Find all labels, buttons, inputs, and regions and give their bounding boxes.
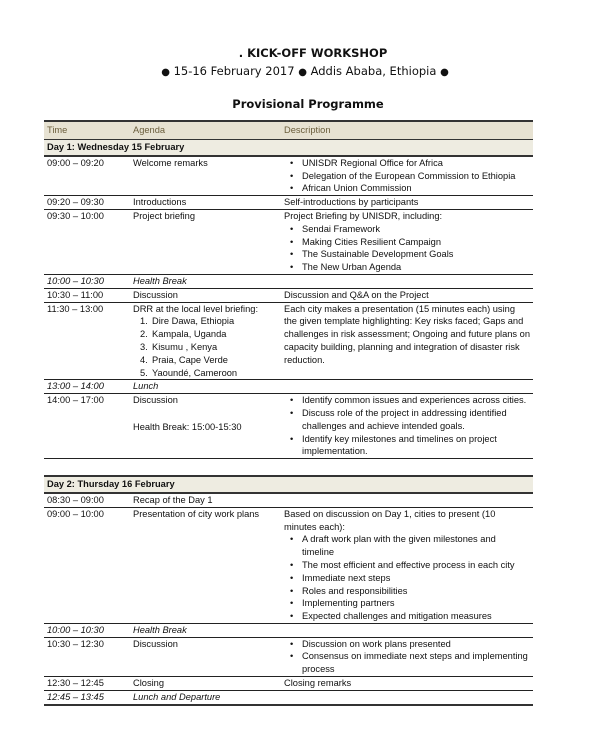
list-item: • A draft work plan with the given milestones and timeline (296, 533, 530, 559)
bullet-icon: ● (161, 67, 170, 78)
time-cell: 10:30 – 11:00 (44, 288, 130, 302)
table-row (44, 493, 533, 507)
list-item: • The most efficient and effective process in each city (296, 559, 530, 572)
agenda-cell: Discussion (130, 637, 281, 676)
agenda-cell: Recap of the Day 1 (130, 493, 533, 507)
table-row-break (44, 274, 533, 288)
description-cell (281, 637, 533, 676)
table-row (44, 677, 533, 691)
bullet-icon: ● (440, 67, 449, 78)
column-header-time: Time (44, 121, 130, 140)
table-row-break (44, 623, 533, 637)
table-row (44, 288, 533, 302)
workshop-title: . KICK-OFF WORKSHOP (238, 46, 388, 60)
agenda-text: Discussion (133, 395, 178, 406)
table-row (44, 196, 533, 210)
time-cell: 14:00 – 17:00 (44, 394, 130, 459)
day-header-row (44, 476, 533, 493)
time-cell: 09:00 – 10:00 (44, 507, 130, 623)
description-text: Project Briefing by UNISDR, including: (284, 210, 443, 221)
list-item: • Identify key milestones and timelines on project implementation. (296, 433, 530, 459)
workshop-date-location (0, 64, 600, 78)
description-cell: Closing remarks (281, 677, 533, 691)
table-row (44, 394, 533, 459)
time-cell: 09:30 – 10:00 (44, 209, 130, 274)
time-cell: 10:00 – 10:30 (44, 274, 130, 288)
bullet-icon: ● (298, 67, 307, 78)
list-item: 3. Kisumu , Kenya (140, 341, 218, 352)
list-item: • Consensus on immediate next steps and implementing process (296, 650, 530, 676)
agenda-cell (130, 394, 281, 459)
agenda-cell: Project briefing (130, 209, 281, 274)
table-row (44, 209, 533, 274)
time-cell: 10:00 – 10:30 (44, 623, 130, 637)
list-item: • Making Cities Resilient Campaign (296, 236, 530, 249)
time-cell: 09:00 – 09:20 (44, 156, 130, 196)
table-row (44, 302, 533, 380)
list-item: 5. Yaoundé, Cameroon (140, 367, 238, 378)
day2-label: Day 2: Thursday 16 February (44, 476, 533, 493)
description-cell (281, 156, 533, 196)
agenda-cell: Health Break (130, 623, 533, 637)
list-item: 1. Dire Dawa, Ethiopia (140, 316, 235, 327)
time-cell: 12:45 – 13:45 (44, 690, 130, 704)
list-item: • Sendai Framework (296, 223, 530, 236)
table-row-break (44, 380, 533, 394)
list-item: • Delegation of the European Commission to Ethiopia (296, 170, 530, 183)
list-item: • Identify common issues and experiences across cities. (296, 394, 530, 407)
day-header-row (44, 140, 533, 156)
agenda-cell: Introductions (130, 196, 281, 210)
list-item: • African Union Commission (296, 182, 530, 195)
agenda-text: DRR at the local level briefing: (133, 303, 259, 314)
list-item: • UNISDR Regional Office for Africa (296, 157, 530, 170)
agenda-cell: Closing (130, 677, 281, 691)
table-row (44, 637, 533, 676)
day1-label: Day 1: Wednesday 15 February (44, 140, 533, 156)
column-header-agenda: Agenda (130, 121, 281, 140)
description-cell: Discussion and Q&A on the Project (281, 288, 533, 302)
workshop-location: Addis Ababa, Ethiopia (310, 64, 437, 78)
programme-table (44, 120, 533, 706)
table-row (44, 507, 533, 623)
workshop-date: 15-16 February 2017 (173, 64, 295, 78)
list-item: • The Sustainable Development Goals (296, 248, 530, 261)
column-header-description: Description (281, 121, 533, 140)
description-cell: Each city makes a presentation (15 minutes each) using the given template highlighting: Key risks faced; Gaps and challenges in risk assessment; Ongoing and future plans on capacity building, planning and integration of disaster risk reduction. (281, 302, 533, 380)
time-cell: 11:30 – 13:00 (44, 302, 130, 380)
time-cell: 09:20 – 09:30 (44, 196, 130, 210)
agenda-cell (130, 302, 281, 380)
list-item: 2. Kampala, Uganda (140, 329, 227, 340)
list-item: • Immediate next steps (296, 572, 530, 585)
list-item: • Expected challenges and mitigation measures (296, 610, 530, 623)
agenda-cell: Health Break (130, 274, 533, 288)
description-cell (281, 394, 533, 459)
description-cell (281, 209, 533, 274)
description-text: Based on discussion on Day 1, cities to present (10 minutes each): (284, 508, 496, 532)
list-item: • Discussion on work plans presented (296, 638, 530, 651)
agenda-cell: Lunch and Departure (130, 690, 533, 704)
list-item: • Implementing partners (296, 597, 530, 610)
time-cell: 10:30 – 12:30 (44, 637, 130, 676)
list-item: • Discuss role of the project in addressing identified challenges and achieve intended goals. (296, 407, 530, 433)
table-header-row (44, 121, 533, 140)
city-list (133, 315, 278, 379)
agenda-cell: Discussion (130, 288, 281, 302)
list-item: • The New Urban Agenda (296, 261, 530, 274)
description-cell: Self-introductions by participants (281, 196, 533, 210)
list-item: • Roles and responsibilities (296, 585, 530, 598)
time-cell: 08:30 – 09:00 (44, 493, 130, 507)
spacer-row (44, 459, 533, 477)
agenda-cell: Welcome remarks (130, 156, 281, 196)
time-cell: 12:30 – 12:45 (44, 677, 130, 691)
programme-title: Provisional Programme (232, 97, 384, 111)
agenda-cell: Presentation of city work plans (130, 507, 281, 623)
table-row-break (44, 690, 533, 704)
list-item: 4. Praia, Cape Verde (140, 354, 228, 365)
table-row (44, 156, 533, 196)
description-cell (281, 507, 533, 623)
agenda-cell: Lunch (130, 380, 533, 394)
agenda-note: Health Break: 15:00-15:30 (133, 421, 242, 432)
time-cell: 13:00 – 14:00 (44, 380, 130, 394)
